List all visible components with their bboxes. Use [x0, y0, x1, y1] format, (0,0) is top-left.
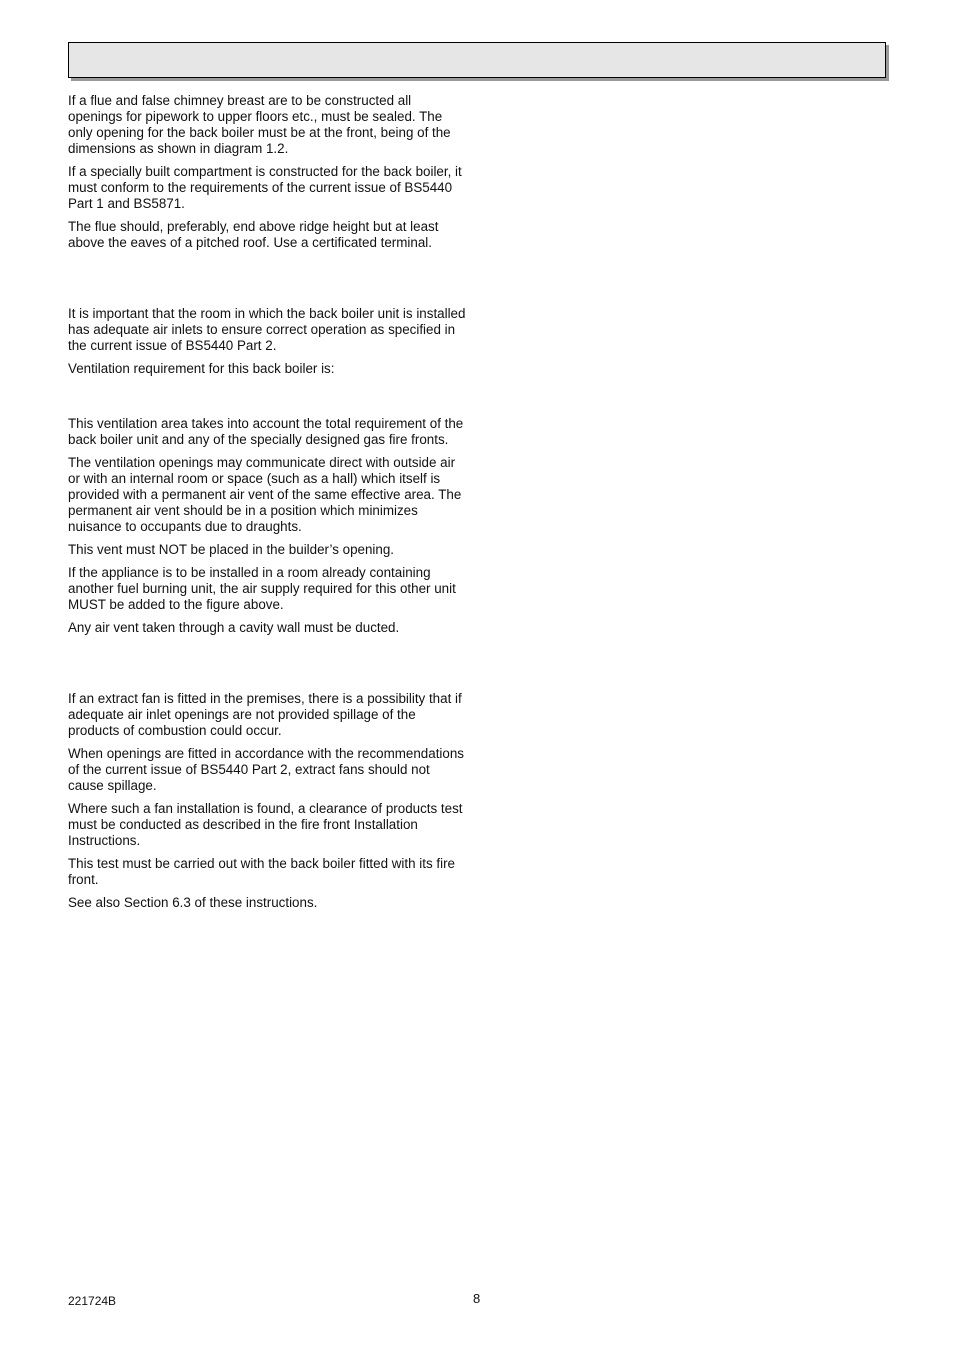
- extract-fans-section: [68, 691, 466, 911]
- section-spacer: [68, 258, 466, 306]
- document-code: 221724B: [68, 1294, 117, 1308]
- extract-fans-paragraph: If an extract fan is fitted in the premises, there is a possibility that if adequate air inlet openings are not provided spillage of the products of combustion could occur.: [68, 691, 462, 738]
- ventilation-paragraph: It is important that the room in which the back boiler unit is installed has adequate air inlets to ensure correct operation as specified in the current issue of BS5440 Part 2.: [68, 306, 466, 353]
- ventilation-section: [68, 306, 466, 636]
- flue-section: [68, 93, 466, 251]
- extract-fans-paragraph: Where such a fan installation is found, a clearance of products test must be conducted as described in the fire front Installation Instructions.: [68, 801, 463, 848]
- flue-paragraph: If a specially built compartment is constructed for the back boiler, it must conform to the requirements of the current issue of BS5440 Part 1 and BS5871.: [68, 164, 462, 211]
- ventilation-spacer: [68, 384, 466, 416]
- extract-fans-paragraph: This test must be carried out with the back boiler fitted with its fire front.: [68, 856, 456, 887]
- page-number: 8: [473, 1291, 481, 1306]
- text-column: [68, 93, 466, 918]
- flue-paragraph: The flue should, preferably, end above ridge height but at least above the eaves of a pitched roof. Use a certificated terminal.: [68, 219, 439, 250]
- section-spacer: [68, 643, 466, 691]
- ventilation-paragraph: If the appliance is to be installed in a room already containing another fuel burning unit, the air supply required for this other unit MUST be added to the figure above.: [68, 565, 456, 612]
- extract-fans-paragraph: When openings are fitted in accordance with the recommendations of the current issue of BS5440 Part 2, extract fans should not cause spillage.: [68, 746, 464, 793]
- ventilation-paragraph: The ventilation openings may communicate direct with outside air or with an internal room or space (such as a hall) which itself is provided with a permanent air vent of the same effective area. The permanent air vent should be in a position which minimizes nuisance to occupants due to draughts.: [68, 455, 462, 534]
- ventilation-paragraph: Ventilation requirement for this back boiler is:: [68, 361, 335, 376]
- ventilation-paragraph: This ventilation area takes into account the total requirement of the back boiler unit and any of the specially designed gas fire fronts.: [68, 416, 464, 447]
- extract-fans-paragraph: See also Section 6.3 of these instructions.: [68, 895, 318, 910]
- ventilation-paragraph: This vent must NOT be placed in the builder’s opening.: [68, 542, 395, 557]
- flue-paragraph: If a flue and false chimney breast are to be constructed all openings for pipework to upper floors etc., must be sealed. The only opening for the back boiler must be at the front, being of the dimensions as shown in diagram 1.2.: [68, 93, 451, 156]
- section-header-bar: [68, 42, 886, 78]
- ventilation-paragraph: Any air vent taken through a cavity wall must be ducted.: [68, 620, 400, 635]
